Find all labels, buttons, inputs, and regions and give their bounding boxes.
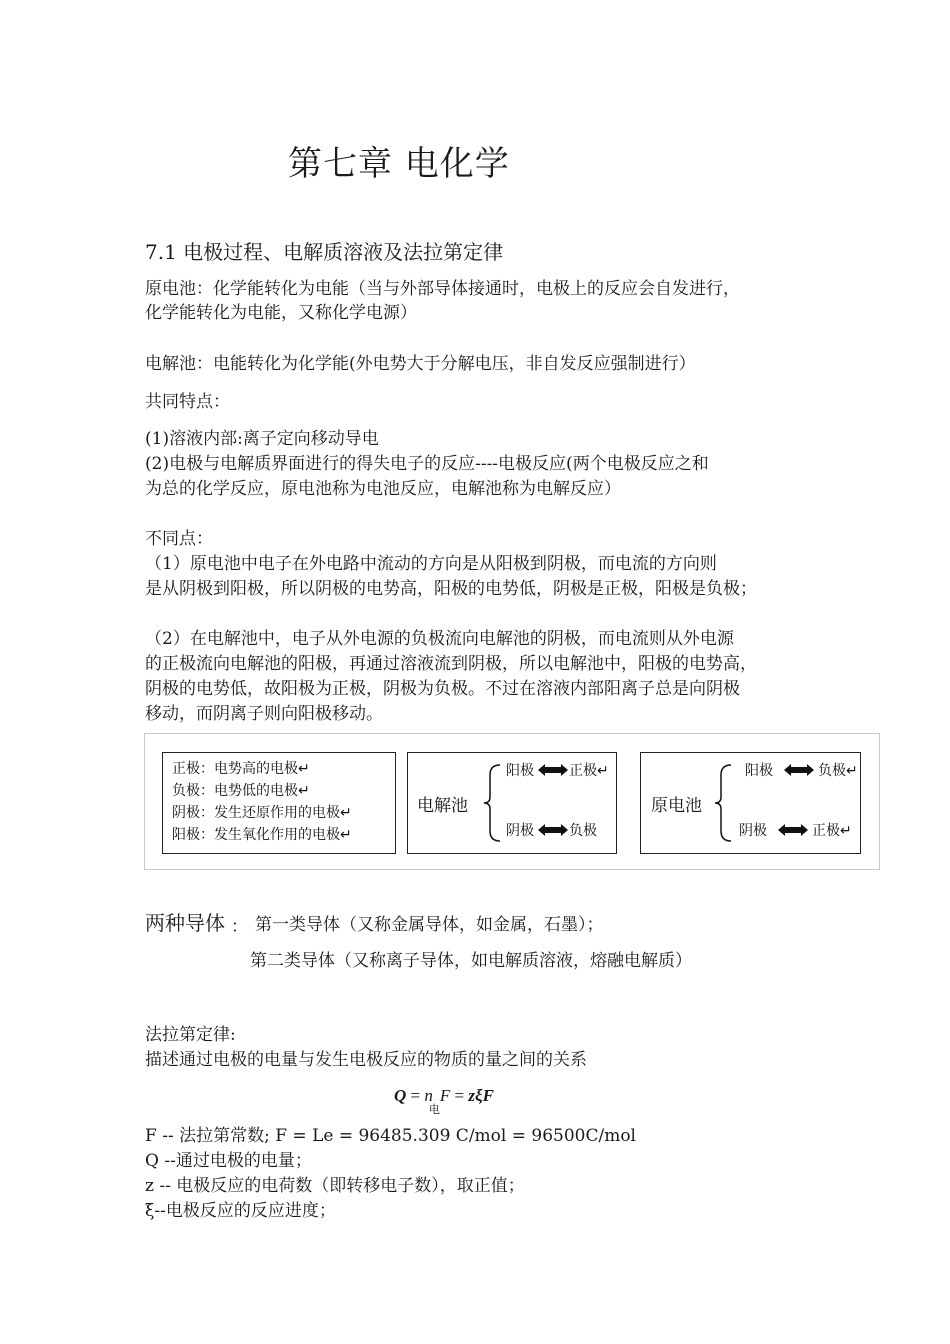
electrolytic-cell-label: 电解池	[417, 796, 468, 816]
formula-q: Q	[394, 1086, 407, 1105]
faraday-heading: 法拉第定律:	[145, 1025, 236, 1045]
cathode-label: 阴极	[739, 823, 767, 839]
definition-line: Q --通过电极的电量；	[145, 1151, 312, 1171]
formula-equals: =	[450, 1086, 469, 1105]
paragraph-line: 移动，而阴离子则向阳极移动。	[145, 704, 383, 724]
faraday-formula	[394, 1086, 494, 1116]
electrolytic-cell-definition: 电解池：电能转化为化学能(外电势大于分解电压，非自发反应强制进行）	[145, 354, 696, 374]
formula-f: F	[439, 1086, 451, 1105]
paragraph-line: 是从阴极到阳极，所以阴极的电势高，阳极的电势低，阴极是正极，阳极是负极；	[145, 579, 757, 599]
double-arrow-icon	[538, 764, 568, 776]
brace-icon	[713, 761, 741, 845]
negative-label: 负极	[569, 823, 597, 839]
definition-line: z -- 电极反应的电荷数（即转移电子数），取正值；	[145, 1176, 525, 1196]
formula-n: n	[424, 1086, 433, 1105]
conductors-colon: ：	[231, 917, 248, 937]
formula-z: zξF	[468, 1086, 494, 1105]
second-conductor: 第二类导体（又称离子导体，如电解质溶液，熔融电解质）	[250, 951, 692, 971]
definition-cathode: 阴极：发生还原作用的电极↵	[172, 805, 352, 821]
galvanic-cell-box	[640, 752, 861, 854]
definition-line: ξ--电极反应的反应进度；	[145, 1201, 336, 1221]
paragraph-line: 的正极流向电解池的阳极，再通过溶液流到阴极，所以电解池中，阳极的电势高，	[145, 654, 757, 674]
paragraph-line: （2）在电解池中，电子从外电源的负极流向电解池的阴极，而电流则从外电源	[145, 629, 734, 649]
list-item: 为总的化学反应，原电池称为电池反应，电解池称为电解反应）	[145, 479, 621, 499]
positive-label: 正极↵	[812, 823, 852, 839]
faraday-description: 描述通过电极的电量与发生电极反应的物质的量之间的关系	[145, 1050, 587, 1070]
chapter-title: 第七章 电化学	[288, 144, 510, 184]
common-points-heading: 共同特点：	[145, 392, 230, 412]
paragraph-line: 阴极的电势低，故阳极为正极，阴极为负极。不过在溶液内部阳离子总是向阴极	[145, 679, 740, 699]
list-item: (1)溶液内部:离子定向移动导电	[145, 429, 379, 449]
paragraph-line: 原电池：化学能转化为电能（当与外部导体接通时，电极上的反应会自发进行，	[145, 279, 740, 299]
electrolytic-cell-box	[407, 752, 617, 854]
double-arrow-icon	[778, 824, 808, 836]
double-arrow-icon	[538, 824, 568, 836]
definition-anode: 阳极：发生氧化作用的电极↵	[172, 827, 352, 843]
negative-label: 负极↵	[818, 763, 858, 779]
positive-label: 正极↵	[569, 763, 609, 779]
paragraph-line: （1）原电池中电子在外电路中流动的方向是从阳极到阴极，而电流的方向则	[145, 554, 717, 574]
double-arrow-icon	[784, 764, 814, 776]
section-heading: 7.1 电极过程、电解质溶液及法拉第定律	[145, 240, 504, 264]
cathode-label: 阴极	[506, 823, 534, 839]
paragraph-line: 化学能转化为电能，又称化学电源）	[145, 303, 417, 323]
conductors-heading: 两种导体	[145, 911, 225, 935]
formula-subscript: 电	[428, 1104, 440, 1116]
electrode-diagram	[144, 733, 880, 870]
list-item: (2)电极与电解质界面进行的得失电子的反应----电极反应(两个电极反应之和	[145, 454, 709, 474]
galvanic-cell-label: 原电池	[651, 796, 702, 816]
first-conductor: 第一类导体（又称金属导体，如金属，石墨）；	[255, 915, 604, 935]
definition-negative: 负极：电势低的电极↵	[172, 783, 310, 799]
anode-label: 阳极	[745, 763, 773, 779]
anode-label: 阳极	[506, 763, 534, 779]
definition-line: F -- 法拉第常数; F = Le = 96485.309 C/mol = 96500C/mol	[145, 1126, 636, 1146]
definition-positive: 正极：电势高的电极↵	[172, 761, 310, 777]
electrode-definitions-box	[162, 752, 396, 854]
differences-heading: 不同点：	[145, 529, 213, 549]
formula-equals: =	[406, 1086, 425, 1105]
